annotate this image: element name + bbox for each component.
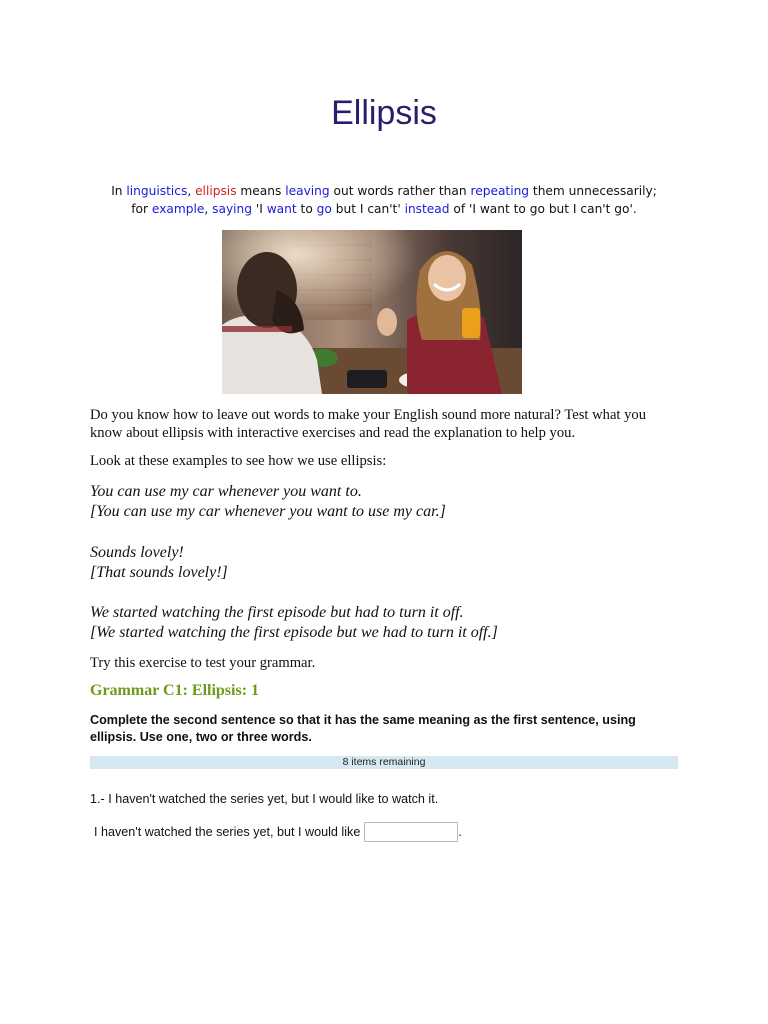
intro-text: , — [204, 202, 213, 216]
intro-text: , — [187, 184, 196, 198]
intro-line-2 — [90, 200, 678, 218]
photo-image — [222, 230, 522, 394]
intro-link-go[interactable]: go — [316, 202, 332, 216]
intro-link-repeating[interactable]: repeating — [470, 184, 530, 198]
example-3 — [90, 603, 680, 643]
intro-text: but I can't' — [331, 202, 405, 216]
intro-link-example[interactable]: example — [151, 202, 205, 216]
intro-link-linguistics[interactable]: linguistics — [126, 184, 188, 198]
intro-link-leaving[interactable]: leaving — [285, 184, 330, 198]
exercise-heading: Grammar C1: Ellipsis: 1 — [90, 682, 260, 699]
intro-link-instead[interactable]: instead — [404, 202, 450, 216]
example-2 — [90, 543, 680, 583]
try-paragraph: Try this exercise to test your grammar. — [90, 655, 316, 671]
answer-row-1 — [94, 822, 684, 842]
example-3-sentence: We started watching the first episode but had to turn it off. — [90, 604, 464, 621]
look-paragraph: Look at these examples to see how we use ellipsis: — [90, 453, 387, 469]
intro-text: In — [111, 184, 127, 198]
intro-definition — [90, 182, 678, 218]
intro-text: for — [131, 202, 152, 216]
answer-prefix: I haven't watched the series yet, but I would like — [94, 825, 361, 839]
example-1-full: [You can use my car whenever you want to use my car.] — [90, 503, 446, 520]
intro-link-want[interactable]: want — [266, 202, 297, 216]
items-remaining-bar: 8 items remaining — [90, 756, 678, 769]
intro-text: to — [296, 202, 317, 216]
intro-text: means — [236, 184, 286, 198]
intro-text: them unnecessarily; — [529, 184, 657, 198]
example-1 — [90, 482, 680, 522]
intro-text: 'I — [252, 202, 267, 216]
example-3-full: [We started watching the first episode but we had to turn it off.] — [90, 624, 498, 641]
intro-link-ellipsis[interactable]: ellipsis — [195, 184, 237, 198]
answer-suffix: . — [458, 825, 462, 839]
question-1: 1.- I haven't watched the series yet, but I would like to watch it. — [90, 792, 439, 806]
exercise-instructions: Complete the second sentence so that it has the same meaning as the first sentence, using ellipsis. Use one, two or three words. — [90, 713, 636, 744]
intro-line-1 — [90, 182, 678, 200]
intro-text: out words rather than — [329, 184, 471, 198]
example-1-sentence: You can use my car whenever you want to. — [90, 483, 362, 500]
page-title: Ellipsis — [331, 94, 437, 132]
example-2-sentence: Sounds lovely! — [90, 544, 184, 561]
intro-link-saying[interactable]: saying — [212, 202, 253, 216]
intro-text: of 'I want to go but I can't go'. — [449, 202, 637, 216]
example-2-full: [That sounds lovely!] — [90, 564, 228, 581]
answer-input-1[interactable] — [364, 822, 458, 842]
photo-two-people-cafe — [222, 230, 522, 394]
intro-paragraph: Do you know how to leave out words to make your English sound more natural? Test what you know about ellipsis with interactive exercises and read the explanation to help you. — [90, 407, 647, 441]
